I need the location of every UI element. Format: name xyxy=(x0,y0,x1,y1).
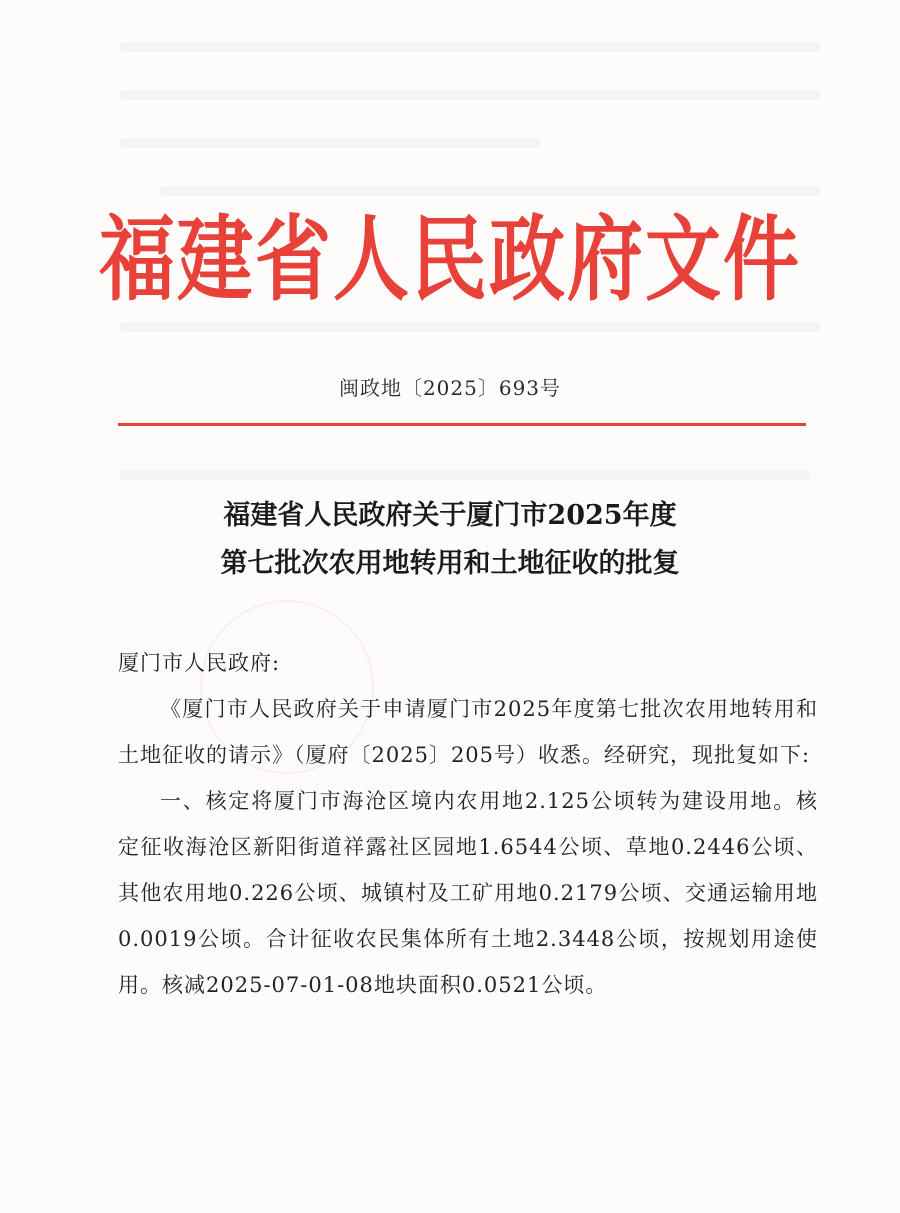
subject-line-1: 福建省人民政府关于厦门市2025年度 xyxy=(223,500,677,531)
document-header-title: 福建省人民政府文件 xyxy=(99,205,801,314)
subject-line-2: 第七批次农用地转用和土地征收的批复 xyxy=(220,548,680,579)
body-paragraph-1: 《厦门市人民政府关于申请厦门市2025年度第七批次农用地转用和土地征收的请示》（厦府〔2025〕205号）收悉。经研究，现批复如下: xyxy=(118,697,818,767)
bleed-through-mark xyxy=(120,42,820,52)
bleed-through-mark xyxy=(120,138,540,148)
salutation: 厦门市人民政府: xyxy=(118,651,281,675)
bleed-through-mark xyxy=(120,90,820,100)
body-paragraph-2: 一、核定将厦门市海沧区境内农用地2.125公顷转为建设用地。核定征收海沧区新阳街道祥露社区园地1.6544公顷、草地0.2446公顷、其他农用地0.226公顷、城镇村及工矿用地0.2179公顷、交通运输用地0.0019公顷。合计征收农民集体所有土地2.3448公顷，按规划用途使用。核减2025-07-01-08地块面积0.0521公顷。 xyxy=(118,789,818,997)
bleed-through-mark xyxy=(120,322,820,332)
red-divider-line xyxy=(118,423,806,426)
document-subject xyxy=(0,492,900,588)
document-number: 闽政地〔2025〕693号 xyxy=(338,376,562,400)
document-body xyxy=(118,640,818,1008)
bleed-through-mark xyxy=(160,186,820,196)
bleed-through-mark xyxy=(120,470,810,480)
